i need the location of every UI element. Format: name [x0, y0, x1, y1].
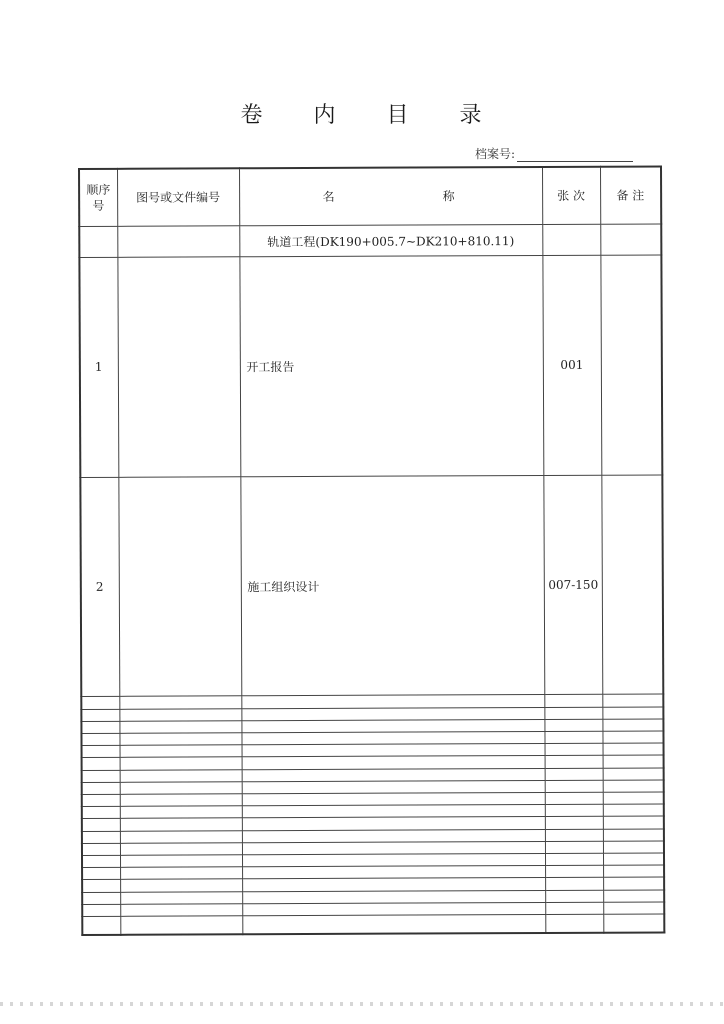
empty-cell — [602, 707, 663, 719]
empty-cell — [81, 721, 119, 733]
contents-table — [78, 165, 665, 936]
empty-cell — [120, 916, 242, 935]
empty-cell — [82, 758, 120, 770]
section-title: 轨道工程(DK190+005.7~DK210+810.11) — [239, 224, 542, 256]
empty-cell — [82, 807, 120, 819]
row-seq: 1 — [79, 257, 118, 477]
empty-cell — [545, 853, 603, 865]
empty-cell — [545, 914, 603, 933]
empty-cell — [120, 879, 242, 892]
empty-cell — [603, 816, 664, 828]
empty-cell — [603, 804, 664, 816]
empty-cell — [603, 768, 664, 780]
archive-number — [475, 145, 645, 162]
empty-cell — [82, 794, 120, 806]
empty-cell — [120, 843, 242, 856]
empty-cell — [120, 806, 242, 819]
header-name — [239, 167, 542, 226]
table-row — [80, 475, 663, 697]
empty-cell — [120, 904, 242, 917]
empty-cell — [82, 819, 120, 831]
empty-cell — [120, 855, 242, 868]
empty-cell — [545, 865, 603, 877]
empty-cell — [602, 719, 663, 731]
empty-cell — [120, 794, 242, 807]
empty-cell — [544, 719, 602, 731]
archive-number-label: 档案号: — [475, 147, 516, 161]
empty-cell — [603, 829, 664, 841]
empty-cell — [603, 841, 664, 853]
page-title: 卷 内 目 录 — [240, 103, 504, 128]
row-name: 开工报告 — [239, 255, 543, 476]
empty-cell — [120, 867, 242, 880]
empty-cell — [545, 841, 603, 853]
scan-noise — [0, 1002, 724, 1006]
empty-cell — [603, 755, 664, 767]
empty-cell — [603, 902, 664, 914]
empty-cell — [544, 707, 602, 719]
row-doc-no — [117, 257, 240, 477]
empty-cell — [82, 831, 120, 843]
archive-number-field — [517, 149, 633, 162]
empty-cell — [545, 817, 603, 829]
empty-cell — [81, 733, 119, 745]
row-pages: 001 — [542, 255, 601, 475]
row-doc-no — [118, 477, 241, 697]
empty-cell — [545, 743, 603, 755]
empty-cell — [82, 904, 120, 916]
empty-cell — [545, 902, 603, 914]
empty-cell — [82, 880, 120, 892]
empty-cell — [82, 770, 120, 782]
empty-cell — [120, 830, 242, 843]
empty-cell — [602, 731, 663, 743]
empty-cell — [120, 757, 242, 770]
empty-cell — [120, 769, 242, 782]
row-seq: 2 — [80, 477, 119, 697]
empty-cell — [119, 708, 241, 721]
empty-cell — [82, 843, 120, 855]
row-remark — [600, 255, 662, 475]
empty-cell — [545, 890, 603, 902]
section-row — [79, 224, 661, 258]
empty-cell — [545, 804, 603, 816]
header-remark: 备 注 — [600, 166, 661, 224]
empty-cell — [545, 829, 603, 841]
empty-cell — [82, 868, 120, 880]
header-pages: 张 次 — [542, 167, 600, 225]
empty-cell — [120, 745, 242, 758]
empty-cell — [545, 878, 603, 890]
empty-cell — [81, 709, 119, 721]
empty-cell — [544, 695, 602, 707]
header-seq: 顺序号 — [79, 169, 117, 227]
empty-cell — [603, 792, 664, 804]
empty-cell — [603, 743, 664, 755]
row-name: 施工组织设计 — [240, 475, 544, 696]
empty-cell — [242, 915, 545, 935]
empty-cell — [82, 782, 120, 794]
empty-cell — [81, 697, 119, 709]
table-header-row — [79, 166, 661, 226]
empty-cell — [602, 694, 663, 706]
table-row — [79, 255, 662, 477]
empty-cell — [82, 855, 120, 867]
empty-cell — [545, 768, 603, 780]
row-pages: 007-150 — [543, 475, 602, 695]
empty-cell — [119, 733, 241, 746]
header-doc-no: 图号或文件编号 — [117, 168, 239, 226]
row-remark — [601, 475, 663, 695]
empty-cell — [545, 756, 603, 768]
empty-cell — [119, 696, 241, 709]
empty-cell — [545, 780, 603, 792]
header-name-right: 称 — [442, 189, 459, 204]
empty-cell — [544, 731, 602, 743]
empty-cell — [603, 914, 664, 933]
empty-row — [82, 914, 664, 935]
empty-cell — [82, 916, 120, 935]
empty-cell — [82, 746, 120, 758]
empty-cell — [603, 853, 664, 865]
empty-cell — [603, 865, 664, 877]
header-name-left: 名 — [322, 189, 339, 204]
empty-cell — [120, 818, 242, 831]
empty-cell — [603, 890, 664, 902]
empty-cell — [82, 892, 120, 904]
empty-cell — [545, 792, 603, 804]
empty-cell — [119, 721, 241, 734]
empty-cell — [603, 877, 664, 889]
empty-cell — [120, 782, 242, 795]
empty-cell — [603, 780, 664, 792]
empty-cell — [120, 891, 242, 904]
